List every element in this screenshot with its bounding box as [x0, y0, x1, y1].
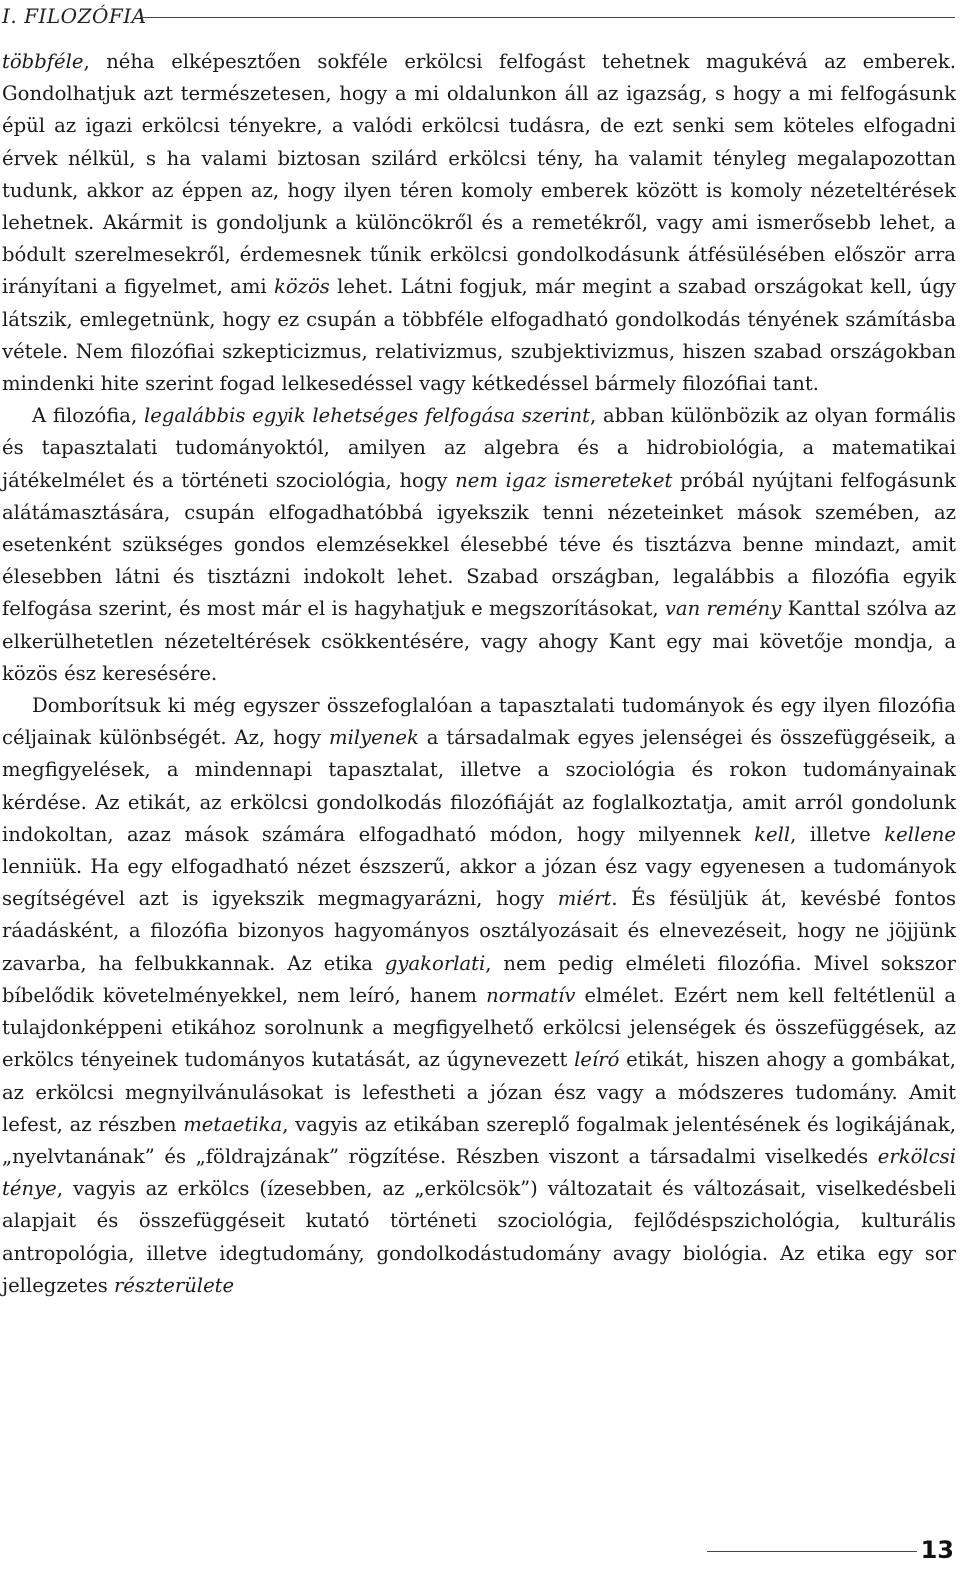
emphasis-text: kell	[754, 822, 791, 846]
text-run: elmélet. Ezért nem kell feltétlenül a tulajdonképpeni etikához sorolnunk a megfigyelhető erkölcsi jelenségek és összefüggések, az erkölcs tényeinek tudományos kutatását, az úgynevezett	[2, 983, 957, 1072]
body-text	[2, 46, 956, 1302]
emphasis-text: erkölcsi ténye	[2, 1144, 956, 1201]
emphasis-text: gyakorlati	[384, 951, 486, 975]
text-run: A filozófia,	[32, 404, 144, 428]
text-run: próbál nyújtani felfogásunk alátámasztására, csupán elfogadhatóbbá igyekszik tenni nézeteinket mások szemében, az esetenként szükséges gondos elemzésekkel élesebbé téve és tisztázva benne mindazt, amit élesebben látni és tisztázni indokolt lehet. Szabad országban, legalábbis a filozófia egyik felfogása szerint, és most már el is hagyhatjuk e megszorításokat,	[2, 468, 956, 621]
paragraph	[2, 46, 956, 400]
emphasis-text: nem igaz ismereteket	[455, 468, 673, 492]
text-run: lenniük. Ha egy elfogadható nézet észszerű, akkor a józan ész vagy egyenesen a tudományok segítségével azt is igyekszik megmagyarázni, hogy	[2, 855, 956, 911]
emphasis-text: miért	[557, 887, 612, 911]
paragraph	[2, 400, 956, 690]
text-run: , vagyis az erkölcs (ízesebben, az „erkölcsök”) változatait és változásait, viselkedésbeli alapjait és összefüggéseit kutató történeti szociológia, fejlődéspszichológia, kulturális antropológia, illetve idegtudomány, gondolkodástudomány avagy biológia. Az etika egy sor jellegzetes	[2, 1177, 956, 1297]
emphasis-text: többféle	[2, 50, 84, 73]
text-run: etikát, hiszen ahogy a gombákat, az erkölcsi megnyilvánulásokat is lefestheti a józan ész vagy a módszeres tudomány. Amit lefest, az részben	[2, 1048, 956, 1136]
footer-rule	[707, 1551, 917, 1552]
text-run: , néha elképesztően sokféle erkölcsi felfogást tehetnek magukévá az emberek. Gondolhatjuk azt természetesen, hogy a mi oldalunkon áll az igazság, s hogy a mi felfogásunk épül az igazi erkölcsi tényekre, a valódi erkölcsi tudásra, de ezt senki sem köteles elfogadni érvek nélkül, s ha valami biztosan szilárd erkölcsi tény, ha valamit tényleg megalapozottan tudunk, akkor az éppen az, hogy ilyen téren komoly emberek között is komoly nézeteltérések lehetnek. Akármit is gondoljunk a különcökről és a remetékről, vagy ami ismerősebb lehet, a bódult szerelmesekről, érdemesnek tűnik erkölcsi gondolkodásunk átfésülésében először arra irányítani a figyelmet, ami	[2, 50, 956, 299]
emphasis-text: részterülete	[114, 1273, 235, 1297]
header-rule	[140, 17, 955, 18]
emphasis-text: legalábbis egyik lehetséges felfogása szerint	[143, 404, 590, 428]
emphasis-text: milyenek	[329, 726, 419, 750]
page-number: 13	[920, 1536, 954, 1564]
chapter-label: I. FILOZÓFIA	[2, 4, 147, 28]
text-run: , vagyis az etikában szereplő fogalmak jelentésének és logikájának, „nyelvtanának” és „földrajzának” rögzítése. Részben viszont a társadalmi viselkedés	[2, 1112, 956, 1168]
text-run: , illetve	[790, 822, 885, 846]
running-header	[0, 4, 960, 28]
emphasis-text: kellene	[884, 822, 957, 846]
emphasis-text: normatív	[486, 983, 576, 1007]
text-run: , abban különbözik az olyan formális és tapasztalati tudományoktól, amilyen az algebra és a hidrobiológia, a matematikai játékelmélet és a történeti szociológia, hogy	[2, 404, 956, 492]
text-run: lehet. Látni fogjuk, már megint a szabad országokat kell, úgy látszik, emlegetnünk, hogy ez csupán a többféle elfogadható gondolkodás tényének számításba vétele. Nem filozófiai szkepticizmus, relativizmus, szubjektivizmus, hiszen szabad országokban mindenki hite szerint fogad lelkesedéssel vagy kétkedéssel bármely filozófiai tant.	[2, 275, 957, 396]
emphasis-text: leíró	[574, 1048, 620, 1072]
emphasis-text: metaetika	[183, 1112, 283, 1136]
text-run: a társadalmak egyes jelenségei és összefüggéseik, a megfigyelések, a mindennapi tapasztalat, illetve a szociológia és rokon tudományainak kérdése. Az etikát, az erkölcsi gondolkodás filozófiáját az foglalkoztatja, amit arról gondolunk indokoltan, azaz mások számára elfogadható módon, hogy milyennek	[2, 726, 956, 846]
text-run: Kanttal szólva az elkerülhetetlen nézeteltérések csökkentésére, vagy ahogy Kant egy mai követője mondja, a közös ész keresésére.	[2, 597, 956, 685]
text-run: . És fésüljük át, kevésbé fontos ráadásként, a filozófia bizonyos hagyományos osztályozásait és elnevezéseit, hogy ne jöjjünk zavarba, ha felbukkannak. Az etika	[2, 887, 956, 975]
paragraph	[2, 690, 956, 1302]
text-run: , nem pedig elméleti filozófia. Mivel sokszor bíbelődik követelményekkel, nem leíró, hanem	[2, 951, 956, 1007]
text-run: Domborítsuk ki még egyszer összefoglalóan a tapasztalati tudományok és egy ilyen filozófia céljainak különbségét. Az, hogy	[2, 694, 956, 750]
emphasis-text: közös	[273, 275, 330, 299]
emphasis-text: van remény	[664, 597, 782, 621]
